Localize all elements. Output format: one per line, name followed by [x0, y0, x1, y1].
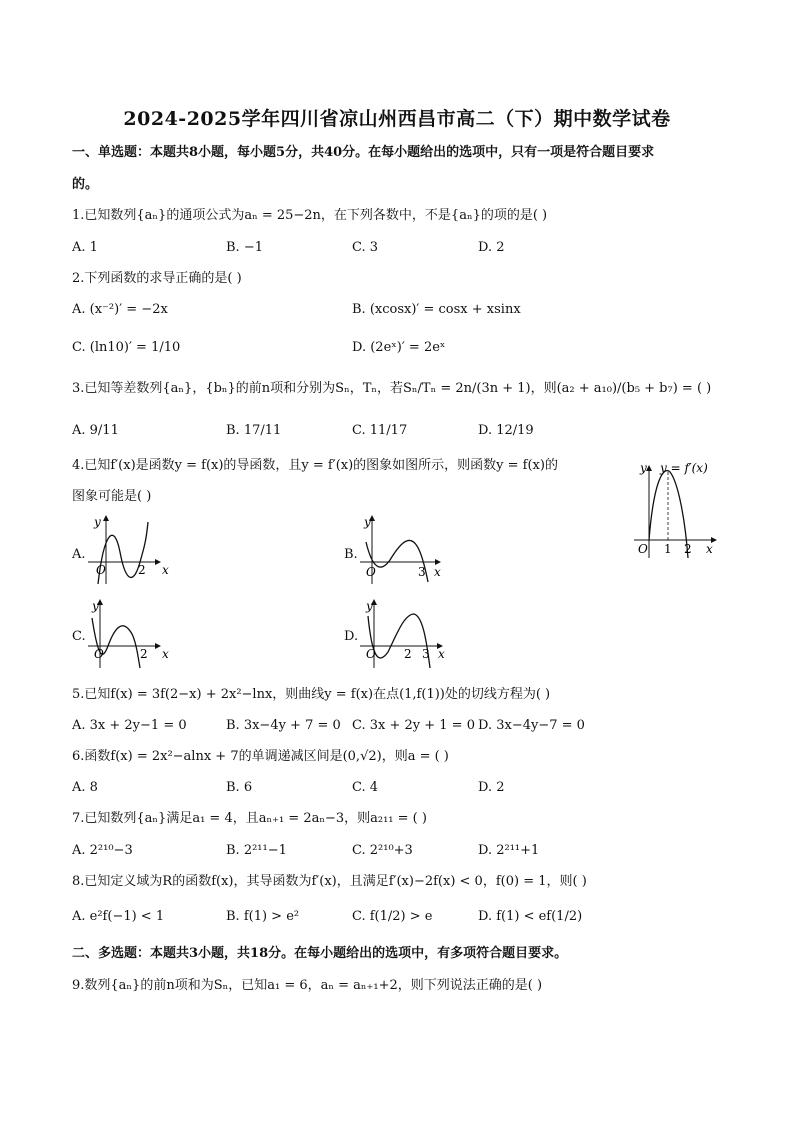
tick-3: 3 [422, 647, 430, 661]
tick-3: 3 [418, 565, 426, 579]
q1-option-c: C. 3 [352, 240, 379, 255]
q4-derivative-graph [630, 458, 722, 562]
q4-stem: 4.已知f′(x)是函数y = f(x)的导函数，且y = f′(x)的图象如图所示，则函数y = f(x)的 [72, 458, 558, 473]
q6-option-b: B. 6 [226, 780, 253, 795]
axis-x-label: x [162, 563, 169, 577]
q3-stem: 3.已知等差数列{aₙ}，{bₙ}的前n项和分别为Sₙ，Tₙ，若Sₙ/Tₙ = 2n/(3n + 1)，则(a₂ + a₁₀)/(b₅ + b₇) = ( ) [72, 381, 712, 396]
q3-option-d: D. 12/19 [478, 423, 534, 438]
origin-label: O [638, 542, 648, 556]
q4-option-c-graph [84, 596, 176, 672]
q3-option-c: C. 11/17 [352, 423, 408, 438]
q5-option-a: A. 3x + 2y−1 = 0 [72, 718, 187, 733]
q2-option-a: A. (x⁻²)′ = −2x [72, 302, 168, 317]
q9-stem: 9.数列{aₙ}的前n项和为Sₙ，已知a₁ = 6，aₙ = aₙ₊₁+2，则下列说法正确的是( ) [72, 978, 543, 993]
q1-option-b: B. −1 [226, 240, 263, 255]
q5-option-b: B. 3x−4y + 7 = 0 [226, 718, 341, 733]
q4-option-d-graph [356, 596, 452, 672]
axis-y-label: y [640, 461, 647, 475]
q1-stem: 1.已知数列{aₙ}的通项公式为aₙ = 25−2n，在下列各数中，不是{aₙ}的项的是( ) [72, 208, 548, 223]
q4-option-a-label: A. [72, 547, 86, 562]
axis-y-label: y [94, 515, 101, 529]
q3-option-a: A. 9/11 [72, 423, 119, 438]
q4-option-b-graph [356, 512, 448, 588]
section2-heading: 二、多选题：本题共3小题，共18分。在每小题给出的选项中，有多项符合题目要求。 [72, 946, 568, 961]
q6-option-c: C. 4 [352, 780, 379, 795]
axis-x-label: x [434, 565, 441, 579]
q2-option-c: C. (ln10)′ = 1/10 [72, 340, 181, 355]
tick-2: 2 [138, 563, 146, 577]
q1-option-a: A. 1 [72, 240, 98, 255]
section1-heading-cont: 的。 [72, 177, 99, 192]
q7-stem: 7.已知数列{aₙ}满足a₁ = 4，且aₙ₊₁ = 2aₙ−3，则a₂₁₁ = ( ) [72, 811, 427, 826]
q4-stem-cont: 图象可能是( ) [72, 489, 152, 504]
q4-option-b-label: B. [344, 547, 358, 562]
q8-option-c: C. f(1/2) > e [352, 909, 433, 924]
tick-1: 1 [664, 542, 672, 556]
q8-option-b: B. f(1) > e² [226, 909, 300, 924]
axis-x-label: x [162, 647, 169, 661]
q2-stem: 2.下列函数的求导正确的是( ) [72, 271, 242, 286]
q4-option-a-graph [84, 512, 176, 588]
q2-option-d: D. (2eˣ)′ = 2eˣ [352, 340, 446, 355]
q6-option-d: D. 2 [478, 780, 505, 795]
q5-stem: 5.已知f(x) = 3f(2−x) + 2x²−lnx，则曲线y = f(x)在点(1,f(1))处的切线方程为( ) [72, 687, 551, 702]
q4-option-d-label: D. [344, 629, 359, 644]
tick-2: 2 [684, 542, 692, 556]
q3-option-b: B. 17/11 [226, 423, 282, 438]
origin-label: O [366, 565, 376, 579]
q5-option-d: D. 3x−4y−7 = 0 [478, 718, 585, 733]
q6-option-a: A. 8 [72, 780, 98, 795]
q4-option-c-label: C. [72, 629, 86, 644]
tick-2: 2 [140, 647, 148, 661]
q7-option-c: C. 2²¹⁰+3 [352, 843, 413, 858]
origin-label: O [94, 647, 104, 661]
q7-option-b: B. 2²¹¹−1 [226, 843, 287, 858]
figure-label: y = f′(x) [660, 461, 708, 475]
axis-y-label: y [92, 599, 99, 613]
axis-x-label: x [438, 647, 445, 661]
axis-y-label: y [366, 599, 373, 613]
page-title: 2024-2025学年四川省凉山州西昌市高二（下）期中数学试卷 [123, 108, 671, 130]
q2-option-b: B. (xcosx)′ = cosx + xsinx [352, 302, 521, 317]
q6-stem: 6.函数f(x) = 2x²−alnx + 7的单调递减区间是(0,√2)，则a = ( ) [72, 749, 449, 764]
axis-y-label: y [364, 515, 371, 529]
q1-option-d: D. 2 [478, 240, 505, 255]
origin-label: O [96, 563, 106, 577]
axis-x-label: x [706, 542, 713, 556]
q5-option-c: C. 3x + 2y + 1 = 0 [352, 718, 475, 733]
q7-option-d: D. 2²¹¹+1 [478, 843, 540, 858]
q8-option-a: A. e²f(−1) < 1 [72, 909, 165, 924]
origin-label: O [366, 647, 376, 661]
q7-option-a: A. 2²¹⁰−3 [72, 843, 133, 858]
q8-stem: 8.已知定义域为R的函数f(x)，其导函数为f′(x)，且满足f′(x)−2f(x) < 0，f(0) = 1，则( ) [72, 874, 587, 889]
tick-2: 2 [404, 647, 412, 661]
section1-heading: 一、单选题：本题共8小题，每小题5分，共40分。在每小题给出的选项中，只有一项是符合题目要求 [72, 145, 655, 160]
q8-option-d: D. f(1) < ef(1/2) [478, 909, 583, 924]
